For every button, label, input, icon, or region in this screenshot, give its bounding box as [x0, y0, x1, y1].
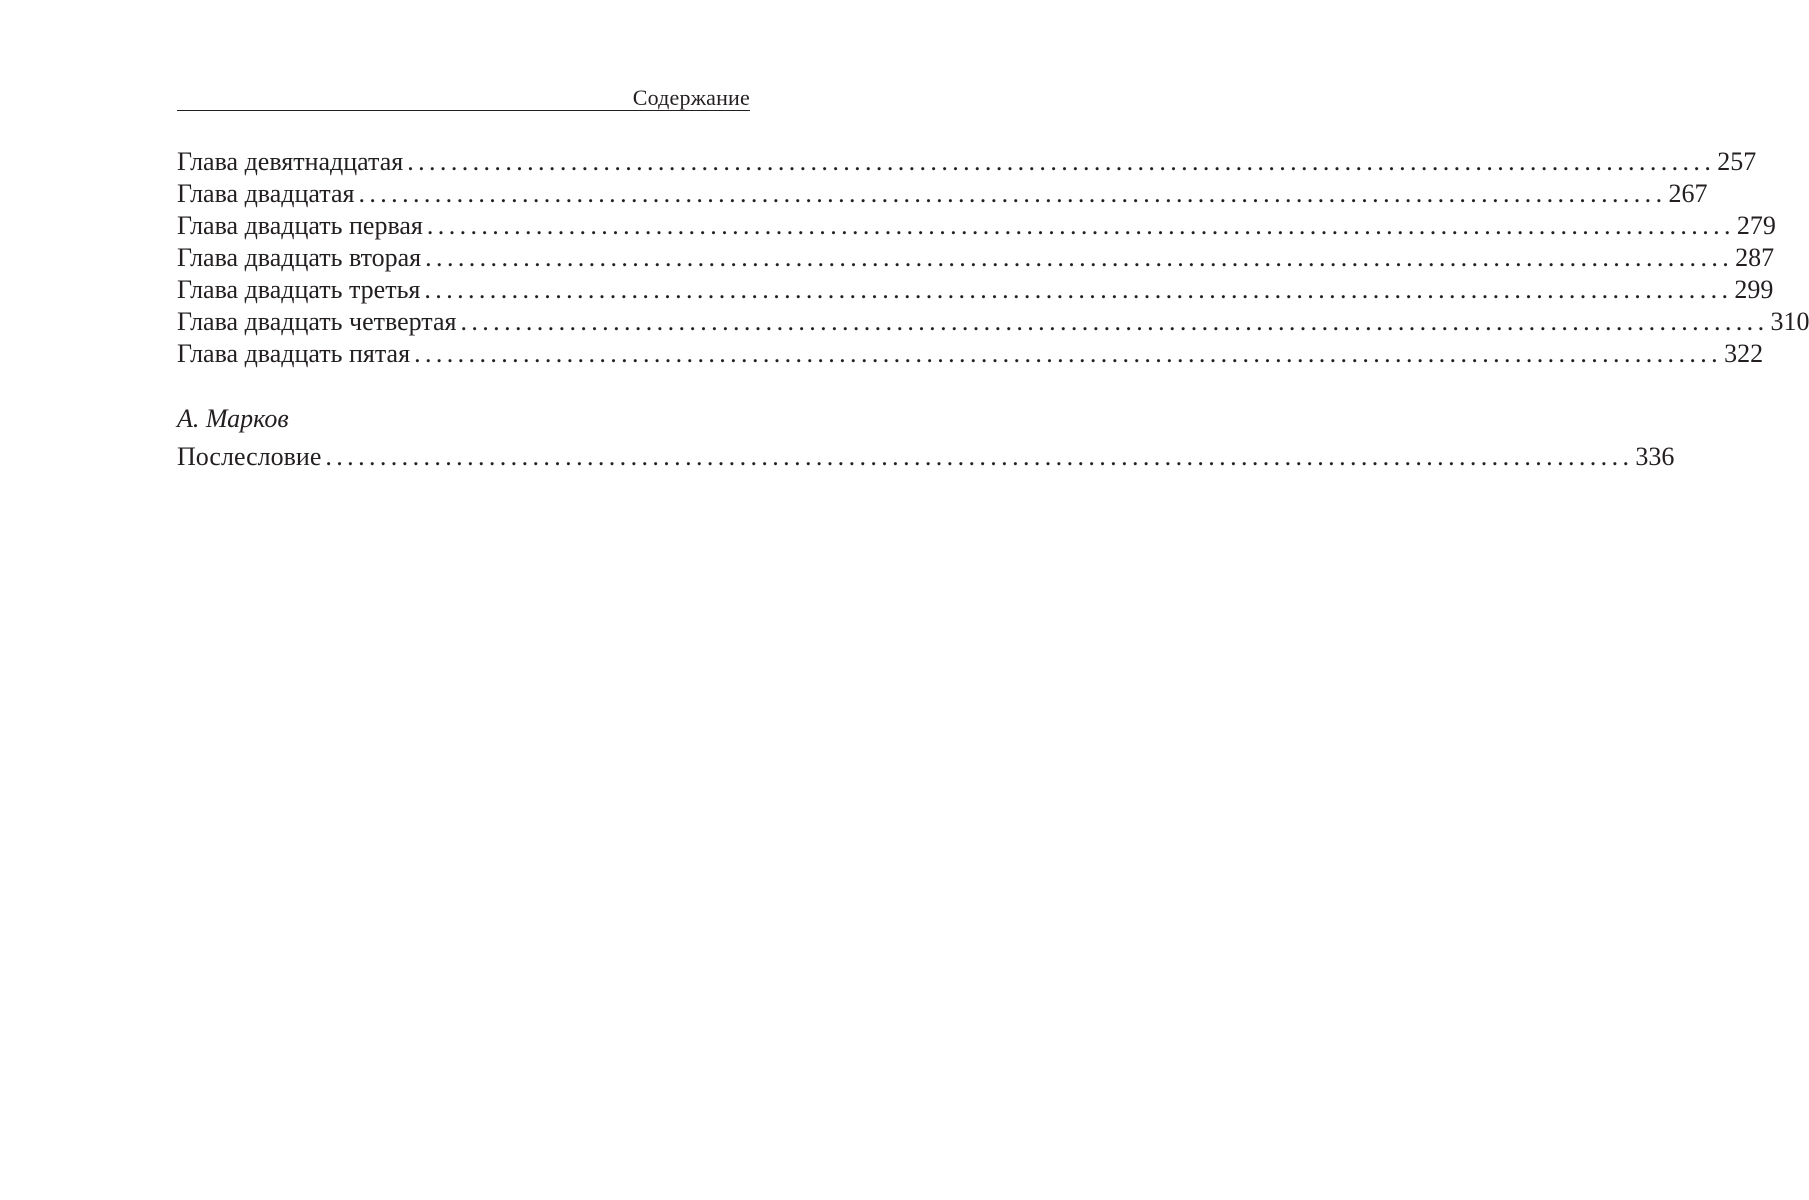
- toc-entry-title: Послесловие: [177, 442, 322, 471]
- toc-entry-title: Глава двадцать первая: [177, 211, 423, 240]
- toc-entry-title: Глава двадцать четвертая: [177, 307, 457, 336]
- toc-entry-page: 299: [1734, 275, 1774, 304]
- toc-entry[interactable]: [177, 178, 1708, 210]
- toc-entry[interactable]: [177, 210, 1776, 242]
- dot-leader: ........................................................................................................................: [414, 339, 1723, 368]
- toc-entry[interactable]: [177, 338, 1764, 370]
- toc-entry-page: 322: [1724, 339, 1764, 368]
- toc-entry[interactable]: [177, 306, 1809, 338]
- dot-leader: ........................................................................................................................: [325, 442, 1634, 471]
- dot-leader: ........................................................................................................................: [424, 275, 1733, 304]
- afterword-section: [177, 403, 1675, 473]
- toc-entry[interactable]: [177, 242, 1775, 274]
- toc-entry[interactable]: [177, 274, 1774, 306]
- toc-entry[interactable]: [177, 146, 1757, 178]
- author-name: А. Марков: [177, 404, 289, 433]
- toc-entry-page: 267: [1668, 179, 1708, 208]
- toc-entry-page: 336: [1635, 442, 1675, 471]
- dot-leader: ........................................................................................................................: [460, 307, 1769, 336]
- dot-leader: ........................................................................................................................: [425, 243, 1734, 272]
- toc-entry-afterword[interactable]: [177, 441, 1675, 473]
- dot-leader: ........................................................................................................................: [426, 211, 1735, 240]
- table-of-contents: [177, 146, 1809, 370]
- toc-entry-page: 257: [1717, 147, 1757, 176]
- toc-entry-title: Глава двадцать вторая: [177, 243, 422, 272]
- dot-leader: ........................................................................................................................: [358, 179, 1667, 208]
- toc-entry-page: 279: [1736, 211, 1776, 240]
- toc-entry-page: 310: [1770, 307, 1809, 336]
- toc-entry-title: Глава двадцать пятая: [177, 339, 411, 368]
- toc-entry-title: Глава двадцатая: [177, 179, 355, 208]
- toc-entry-page: 287: [1735, 243, 1775, 272]
- running-head: Содержание: [632, 85, 750, 110]
- toc-entry-title: Глава двадцать третья: [177, 275, 421, 304]
- header-rule: [177, 110, 750, 111]
- dot-leader: ........................................................................................................................: [407, 147, 1716, 176]
- toc-entry-title: Глава девятнадцатая: [177, 147, 404, 176]
- book-page: [177, 0, 1809, 1200]
